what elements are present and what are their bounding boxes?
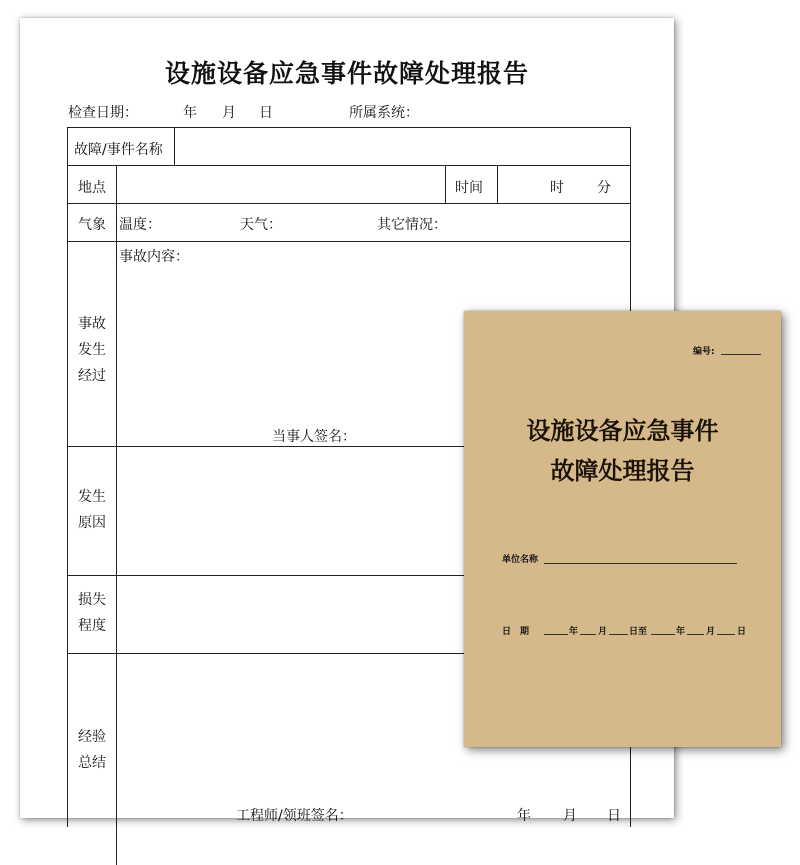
cover-date-month-2: 月 — [706, 627, 716, 637]
weather-label: 天气： — [240, 217, 282, 233]
cover-date-day-2: 日 — [737, 627, 747, 637]
summary-label: 经验 总结 — [78, 729, 106, 771]
weather-group-label: 气象 — [78, 217, 106, 233]
loss-label: 损失 程度 — [78, 592, 106, 634]
check-date-day: 日 — [259, 105, 273, 121]
cover-date-year: 年 — [569, 627, 579, 637]
cover-date-label: 日 期 — [502, 627, 530, 637]
content-label: 事故内容： — [119, 249, 189, 265]
footer-month: 月 — [563, 808, 577, 824]
process-label: 事故 发生 经过 — [78, 316, 106, 384]
cover-unit-line — [544, 563, 737, 564]
cover-title-line-1: 设施设备应急事件 — [526, 416, 719, 445]
system-label: 所属系统： — [349, 105, 419, 121]
footer-day: 日 — [607, 808, 621, 824]
location-label: 地点 — [78, 180, 106, 196]
check-date-label: 检查日期： — [68, 105, 138, 121]
form-title: 设施设备应急事件故障处理报告 — [164, 59, 529, 88]
cover-unit-label: 单位名称 — [502, 555, 539, 565]
other-conditions-label: 其它情况： — [377, 217, 447, 233]
engineer-signature-label: 工程师/领班签名： — [236, 808, 353, 824]
cause-label: 发生 原因 — [78, 489, 106, 531]
check-date-month: 月 — [222, 105, 236, 121]
cover-title — [464, 411, 781, 491]
time-minute: 分 — [597, 180, 611, 196]
time-hour: 时 — [550, 180, 564, 196]
cover-number-line — [721, 354, 761, 355]
fault-name-label: 故障/事件名称 — [74, 142, 163, 158]
location-field[interactable] — [117, 166, 445, 203]
report-cover — [464, 311, 781, 747]
cover-date-month: 月 — [598, 627, 608, 637]
fault-name-field[interactable] — [175, 128, 630, 165]
time-label: 时间 — [455, 180, 483, 196]
cover-number-label: 编号: — [693, 347, 715, 357]
temperature-label: 温度： — [119, 217, 161, 233]
party-signature-label: 当事人签名： — [272, 429, 356, 445]
cover-title-line-2: 故障处理报告 — [550, 456, 695, 485]
cover-date-day-to: 日至 — [629, 627, 648, 637]
check-date-year: 年 — [183, 105, 197, 121]
cover-date-year-2: 年 — [676, 627, 686, 637]
footer-year: 年 — [517, 808, 531, 824]
